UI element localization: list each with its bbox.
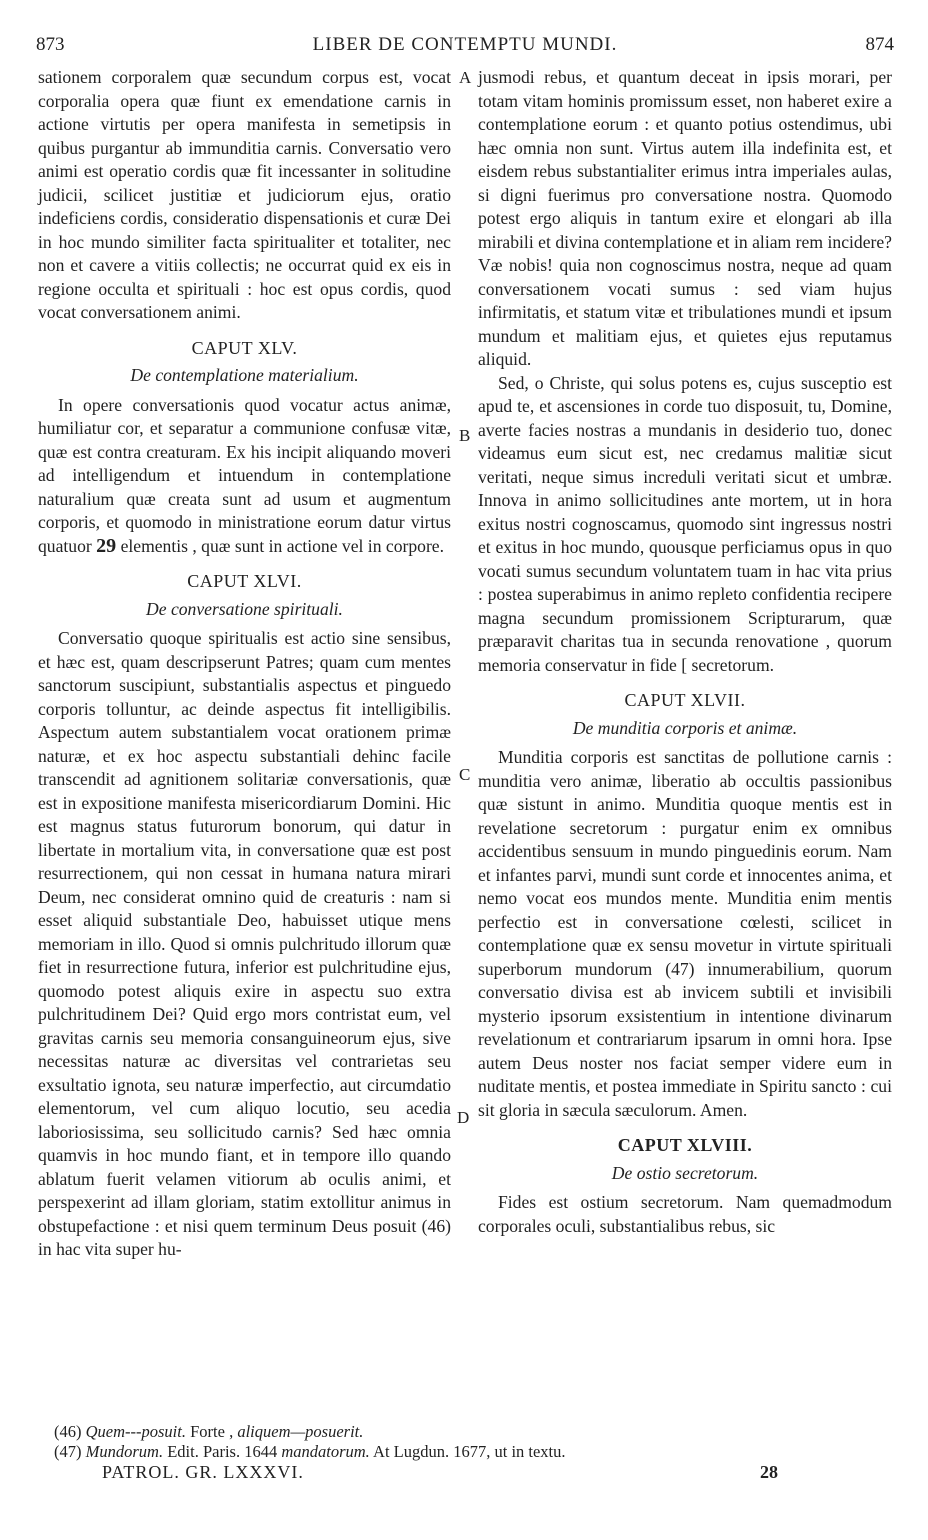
chapter-heading: CAPUT XLVII.: [624, 690, 746, 710]
footnote-47: [54, 1442, 904, 1462]
chapter-heading: CAPUT XLV.: [191, 337, 298, 358]
column-marker-number: 29: [96, 534, 117, 557]
chapter-heading: CAPUT XLVI.: [187, 571, 302, 591]
paragraph-text: In opere conversationis quod vocatur actus animæ, humiliatur cor, et separatur a communione confusæ vitæ, quæ est contra creaturam. Ex his incipit aliquando moveri ad intelligendum et intuendum in contemplatione naturalium quæ creata sunt ad usum et augmentum corporis, et quomodo in ministratione eorum datur virtus quatuor: [38, 394, 451, 556]
left-column: [38, 66, 451, 1262]
paragraph-text: Munditia corporis est sanctitas de pollutione carnis : munditia vero animæ, liberatio ab occultis passionibus quæ sistunt in animo. Munditia quoque mentis est in revelatione secretorum : purgatur enim ex omnibus accidentibus sensuum in mundo pinguedinis eorum. Nam et infantes parvi, mundi sunt corde et innocentes anima, et nemo vocat eos mundos mente. Munditia enim mentis perfectio est in conversatione cœlesti, scilicet in contemplatione quæ ex sensu movetur in virtute spirituali superborum mundorum: [478, 747, 892, 979]
margin-letter-d: D: [457, 1108, 470, 1127]
chapter-subtitle: De conversatione spirituali.: [146, 598, 343, 619]
paragraph: Fides est ostium secretorum. Nam quemadmodum corporales oculi, substantialibus rebus, sic: [478, 1192, 892, 1236]
page-number-right: 874: [865, 34, 894, 55]
signature-number: 28: [760, 1462, 778, 1482]
footnote-reference: (47): [665, 958, 695, 979]
page-number-left: 873: [36, 34, 65, 55]
chapter-heading: CAPUT XLVIII.: [617, 1135, 753, 1155]
paragraph: [478, 746, 892, 1122]
paragraph-text: in hac vita super hu-: [38, 1239, 182, 1259]
paragraph: [38, 394, 451, 559]
paragraph-text: elementis , quæ sunt in actione vel in corpore.: [120, 535, 445, 556]
footnote-reference: (46): [421, 1215, 451, 1236]
footnotes: [54, 1422, 904, 1462]
paragraph: [38, 627, 451, 1262]
footnote-reading: mandatorum.: [281, 1442, 370, 1461]
paragraph: sationem corporalem quæ secundum corpus est, vocat corporalia opera quæ fiunt ex emendatione carnis in actione virtutis per opera manifesta in semetipsis in quibus purgantur ab immunditia carnis. Conversatio vero animi est operatio cordis quæ fit incessanter in solitudine judicii, scilicet justitiæ et judiciorum ejus, oratio indeficiens cordis, consideratio dispensationis et curæ Dei in hoc mundo similiter facta spiritualiter et totaliter, nec non et cavere a vitiis collectis; ne occurrat quid ex eis in regione occulta et spirituali : hoc est opus cordis, quod vocat conversationem animi.: [38, 67, 451, 322]
footnote-text: At Lugdun. 1677, ut in textu.: [373, 1442, 566, 1461]
footnote-reading: aliquem—posuerit.: [237, 1422, 364, 1441]
paragraph-text: innumerabilium, quorum conversatio divisa est ab invicem subtili et invisibili mysterio ipsorum exsistentium in intentione divinarum revelationum et contrariarum ipsarum in omni hora. Ipse autem Deus noster nos faciat semper videre eum in nuditate mentis, et postea immediate in Spiritu sancto : cui sit gloria in sæcula sæculorum. Amen.: [478, 958, 893, 1120]
chapter-subtitle: De contemplatione materialium.: [130, 365, 359, 385]
margin-letter-c: C: [459, 765, 471, 784]
footnote-number: (46): [54, 1422, 82, 1441]
running-title: LIBER DE CONTEMPTU MUNDI.: [312, 34, 618, 55]
footnote-46: [54, 1422, 904, 1442]
chapter-subtitle: De munditia corporis et animæ.: [572, 717, 798, 738]
margin-letter-a: A: [459, 68, 472, 87]
paragraph: jusmodi rebus, et quantum deceat in ipsis morari, per totam vitam hominis promissum esset, non haberet exire a contemplatione eorum : et quanto potius ostendimus, ubi hæc omnia non sunt. Virtus autem illa indefinita est, et eisdem rebus substantialiter erimus intra imperiales aulas, si digni fuerimus pro conversatione nostra. Quomodo potest ergo aliquis in tantum exire et elongari ab illa mirabili et divina contemplatione et in aliam rem incidere? Væ nobis! quia non cognoscimus nostra, neque ad quam conversationem vocati sumus : sed viam hujus infirmitatis, et statum vitæ et tribulationes mundi et ipsum mundum et malitiam ejus, et quietes ejus reputamus aliquid.: [478, 67, 892, 369]
running-header: [36, 34, 894, 58]
signature-line: PATROL. GR. LXXXVI.: [102, 1462, 304, 1482]
footnote-number: (47): [54, 1442, 82, 1461]
paragraph: Sed, o Christe, qui solus potens es, cujus susceptio est apud te, et ascensiones in corde tuo disposuit, tu, Domine, averte facies nostras a mundanis in desiderio tuo, donec videamus eum sicut est, nec credamus malitiæ sicut veritati, neque simus increduli veritati sicut et umbræ. Innova in animo sollicitudines ante mortem, ut in hora exitus nostri cognoscamus, quomodo sint ingressus nostri et exitus in hoc mundo, quousque perficiamus opus in quo vocati sumus secundum voluntatem tuam in hac vita prius : postea superabimus in animo repleto confidentia recipere magna secundum promissionem Scripturarum, quæ præparavit charitas tua in secunda renovatione , quorum memoria conservatur in fide [ secretorum.: [478, 372, 892, 675]
chapter-subtitle: De ostio secretorum.: [611, 1162, 759, 1183]
footnote-lemma: Quem---posuit.: [85, 1422, 186, 1441]
footnote-text: Edit. Paris. 1644: [167, 1442, 278, 1461]
paragraph-text: Conversatio quoque spiritualis est actio sine sensibus, et hæc est, quam descripserunt Patres; quam cum mentes sanctorum suscipiunt, substantialis aspectus et pinguedo corporis tolluntur, ac deinde aspectus fit intelligibilis. Aspectum autem substantialem vocat orationem primæ naturæ, et ex hoc aspectu substantiali dehinc facile transcendit ad agnitionem solitariæ conversationis, quæ est in expositione manifesta misericordiarum Domini. Hic est magnus status futurorum bonorum, qui datur in libertate in mortalium vita, in conversatione quæ est post resurrectionem, qui non cessat in humana natura mirari Deum, nec considerat omnino quid de creaturis : nam si esset aliquid substantiale Deo, habuisset utique mens memoriam in illo. Quod si omnis pulchritudo illorum quæ fiet in resurrectione futura, inferior est pulchritudine ejus, quomodo potest aliquis exire in aspectu suo extra pulchritudinem Dei? Quid ergo mors contristat eum, vel gravitas carnis seu memoria consanguineorum ejus, sive necessitas naturæ ac diversitas vel contrarietas seu exsultatio ignota, seu naturæ imperfectio, aut circumdatio elementorum, vel cum aliquo locutio, seu acedia laboriosissima, seu sollicitudo carnis? Sed hæc omnia quamvis in hoc mundo fiant, et in tempore illo quando ablatum fuerit velamen vitiorum ab oculis animi, et perspexerint ad illam gloriam, statim extollitur animus in obstupefactione : et nisi quem terminum Deus posuit: [38, 628, 451, 1236]
right-column: [478, 66, 892, 1238]
footnote-text: Forte ,: [190, 1422, 234, 1441]
margin-letter-b: B: [459, 426, 471, 445]
footnote-lemma: Mundorum.: [85, 1442, 164, 1461]
